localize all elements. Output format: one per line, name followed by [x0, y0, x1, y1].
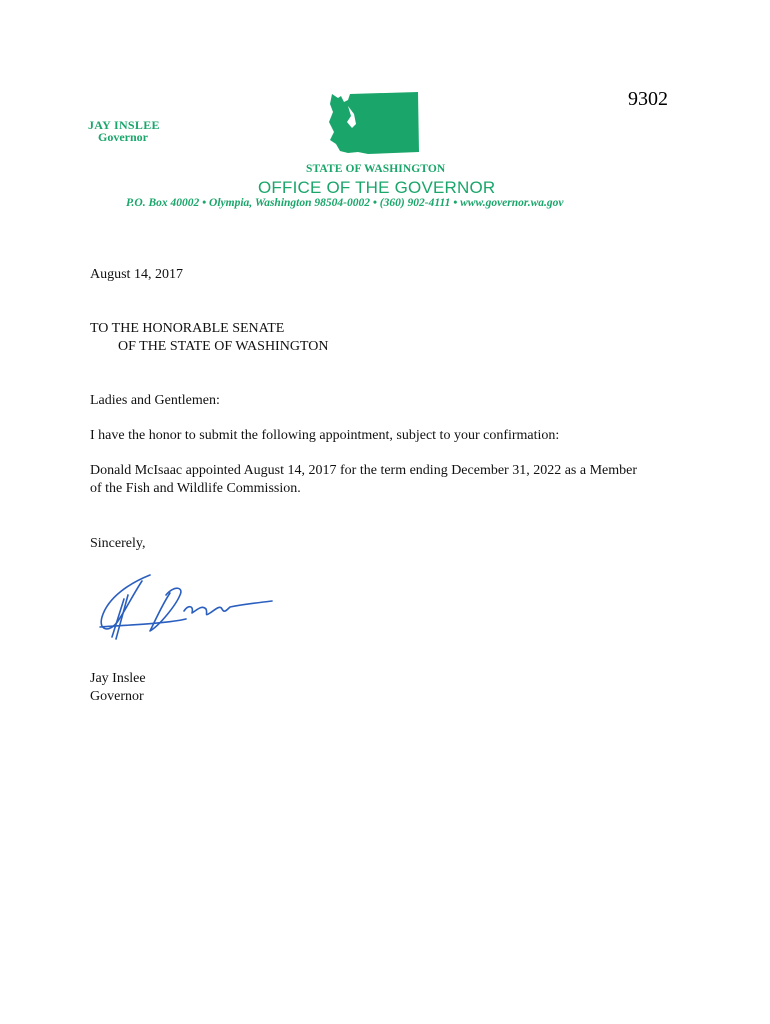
intro-paragraph: I have the honor to submit the following appointment, subject to your confirmation:: [90, 428, 560, 443]
office-title: OFFICE OF THE GOVERNOR: [258, 178, 496, 197]
state-label: STATE OF WASHINGTON: [306, 163, 446, 175]
signature-image: [90, 565, 280, 650]
signer-name: Jay Inslee: [90, 671, 146, 686]
contact-line: P.O. Box 40002 • Olympia, Washington 98504-0002 • (360) 902-4111 • www.governor.wa.gov: [126, 197, 564, 209]
document-number: 9302: [628, 88, 668, 110]
letter-date: August 14, 2017: [90, 267, 183, 282]
governor-title-header: Governor: [98, 130, 148, 144]
addressee-line-1: TO THE HONORABLE SENATE: [90, 321, 285, 336]
salutation: Ladies and Gentlemen:: [90, 393, 220, 408]
addressee-line-2: OF THE STATE OF WASHINGTON: [118, 339, 329, 354]
washington-state-map-icon: [328, 92, 420, 154]
appointment-paragraph: Donald McIsaac appointed August 14, 2017 for the term ending December 31, 2022 as a Member of the Fish and Wildlife Commission.: [90, 463, 638, 496]
signer-title: Governor: [90, 689, 144, 704]
closing: Sincerely,: [90, 536, 146, 551]
governor-name-header: JAY INSLEE: [88, 118, 160, 132]
